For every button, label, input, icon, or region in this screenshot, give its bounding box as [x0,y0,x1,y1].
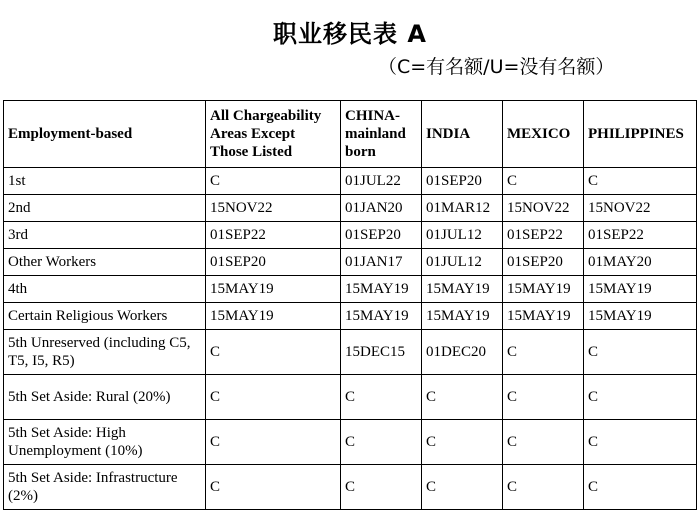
cell-philippines: 15NOV22 [584,195,697,222]
cell-all-chargeability: C [206,420,341,465]
header-philippines: PHILIPPINES [584,101,697,168]
cell-india: 01SEP20 [422,168,503,195]
cell-china: 01SEP20 [341,222,422,249]
table-row [4,249,697,276]
cell-china: 15MAY19 [341,276,422,303]
cell-mexico: C [503,168,584,195]
cell-china: C [341,375,422,420]
cell-mexico: C [503,420,584,465]
header-employment-based: Employment-based [4,101,206,168]
cell-china: 01JAN20 [341,195,422,222]
visa-bulletin-table [3,100,697,510]
cell-india: 15MAY19 [422,276,503,303]
cell-china: 15DEC15 [341,330,422,375]
cell-mexico: 01SEP22 [503,222,584,249]
cell-philippines: C [584,168,697,195]
cell-all-chargeability: 15NOV22 [206,195,341,222]
row-category: 3rd [4,222,206,249]
cell-philippines: C [584,465,697,510]
page-title: 职业移民表 A [273,20,427,48]
cell-philippines: 15MAY19 [584,276,697,303]
cell-india: 01JUL12 [422,249,503,276]
cell-all-chargeability: 15MAY19 [206,303,341,330]
row-category: Certain Religious Workers [4,303,206,330]
table-row [4,375,697,420]
row-category: 2nd [4,195,206,222]
table-row [4,420,697,465]
row-category: 5th Set Aside: Infrastructure (2%) [4,465,206,510]
cell-philippines: C [584,420,697,465]
cell-all-chargeability: C [206,465,341,510]
cell-china: 01JUL22 [341,168,422,195]
cell-all-chargeability: C [206,375,341,420]
cell-mexico: C [503,330,584,375]
row-category: 5th Set Aside: Rural (20%) [4,375,206,420]
cell-philippines: C [584,330,697,375]
header-india: INDIA [422,101,503,168]
row-category: 5th Set Aside: High Unemployment (10%) [4,420,206,465]
table-row [4,276,697,303]
cell-china: 15MAY19 [341,303,422,330]
cell-mexico: 01SEP20 [503,249,584,276]
row-category: 4th [4,276,206,303]
cell-india: C [422,375,503,420]
table-row [4,303,697,330]
table-row [4,330,697,375]
page-subtitle: （C=有名额/U=没有名额） [378,56,615,78]
cell-philippines: 01SEP22 [584,222,697,249]
row-category: Other Workers [4,249,206,276]
cell-mexico: C [503,465,584,510]
table-row [4,465,697,510]
row-category: 1st [4,168,206,195]
cell-all-chargeability: 15MAY19 [206,276,341,303]
table-row [4,222,697,249]
cell-china: C [341,465,422,510]
table-header-row [4,101,697,168]
cell-china: 01JAN17 [341,249,422,276]
cell-mexico: 15MAY19 [503,303,584,330]
cell-philippines: 01MAY20 [584,249,697,276]
cell-india: 01MAR12 [422,195,503,222]
table-row [4,168,697,195]
cell-all-chargeability: C [206,168,341,195]
header-china: CHINA-mainland born [341,101,422,168]
cell-all-chargeability: 01SEP22 [206,222,341,249]
cell-mexico: C [503,375,584,420]
row-category: 5th Unreserved (including C5, T5, I5, R5) [4,330,206,375]
cell-all-chargeability: 01SEP20 [206,249,341,276]
cell-philippines: 15MAY19 [584,303,697,330]
cell-mexico: 15NOV22 [503,195,584,222]
cell-india: C [422,465,503,510]
cell-india: 01JUL12 [422,222,503,249]
cell-india: 15MAY19 [422,303,503,330]
header-all-chargeability: All Chargeability Areas Except Those Listed [206,101,341,168]
cell-china: C [341,420,422,465]
cell-india: C [422,420,503,465]
header-mexico: MEXICO [503,101,584,168]
table-row [4,195,697,222]
cell-all-chargeability: C [206,330,341,375]
cell-india: 01DEC20 [422,330,503,375]
cell-philippines: C [584,375,697,420]
cell-mexico: 15MAY19 [503,276,584,303]
